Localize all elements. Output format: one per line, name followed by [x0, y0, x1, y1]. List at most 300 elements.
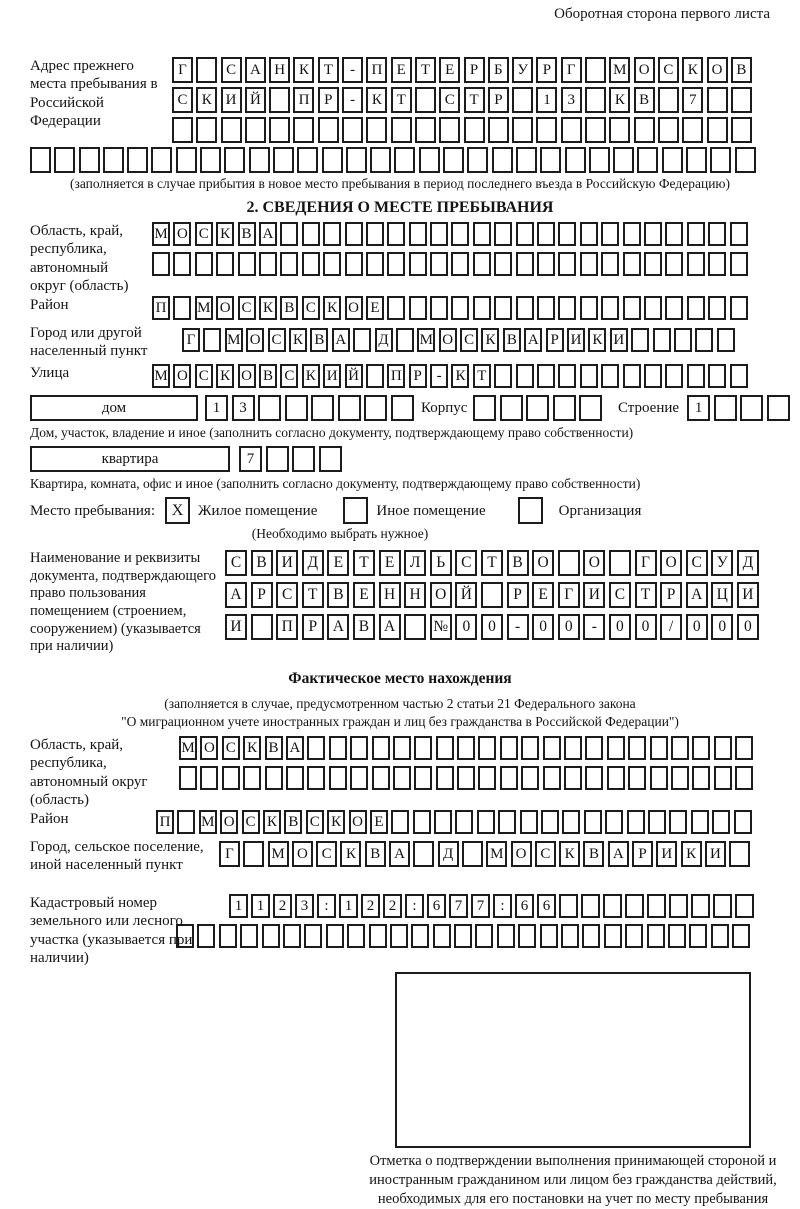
char-cell — [564, 736, 582, 760]
char-cell — [243, 841, 264, 867]
document-label: Наименование и реквизиты документа, подтверждающего право пользования помещением (строением, сооружением) (указывается при наличии) — [30, 550, 216, 655]
stamp-box — [395, 972, 751, 1148]
char-cell: Т — [302, 582, 324, 608]
char-cell: С — [302, 296, 320, 320]
char-cell — [346, 147, 367, 173]
char-cell — [475, 924, 493, 948]
char-cell: К — [216, 364, 234, 388]
char-cell: О — [246, 328, 264, 352]
char-cell — [668, 924, 686, 948]
char-cell — [692, 736, 710, 760]
char-cell: А — [259, 222, 277, 246]
char-cell — [478, 736, 496, 760]
char-cell: К — [681, 841, 702, 867]
char-cell — [674, 328, 692, 352]
char-cell: И — [737, 582, 759, 608]
char-cell: О — [238, 364, 256, 388]
char-cell — [735, 147, 756, 173]
char-cell — [245, 117, 266, 143]
char-cell: У — [711, 550, 733, 576]
char-cell — [451, 296, 469, 320]
stroenie-cells — [687, 395, 793, 421]
char-cell: Н — [379, 582, 401, 608]
char-cell: 0 — [686, 614, 708, 640]
char-cell: - — [342, 57, 363, 83]
char-cell: А — [608, 841, 629, 867]
char-cell: И — [221, 87, 242, 113]
char-cell: М — [199, 810, 217, 834]
char-cell: В — [280, 296, 298, 320]
char-cell — [558, 296, 576, 320]
char-cell — [579, 395, 602, 421]
char-cell: Т — [635, 582, 657, 608]
char-cell: 6 — [427, 894, 446, 918]
char-cell: И — [225, 614, 247, 640]
char-cell: В — [310, 328, 328, 352]
char-cell: 6 — [515, 894, 534, 918]
char-cell: А — [286, 736, 304, 760]
char-cell: В — [327, 582, 349, 608]
char-cell — [658, 117, 679, 143]
char-cell: Р — [632, 841, 653, 867]
char-cell: О — [173, 364, 191, 388]
char-cell: 0 — [737, 614, 759, 640]
char-cell — [79, 147, 100, 173]
char-cell — [650, 766, 668, 790]
char-cell — [457, 766, 475, 790]
char-cell — [434, 810, 452, 834]
char-cell — [394, 147, 415, 173]
char-cell — [604, 924, 622, 948]
char-cell: С — [455, 550, 477, 576]
char-cell — [585, 766, 603, 790]
char-cell: 7 — [239, 446, 262, 472]
char-cell — [347, 924, 365, 948]
oblast-row-2 — [152, 252, 770, 276]
char-cell: 0 — [558, 614, 580, 640]
char-cell — [473, 395, 496, 421]
char-cell — [585, 87, 606, 113]
char-cell: Т — [353, 550, 375, 576]
prev-address-row-4 — [30, 147, 770, 173]
char-cell — [285, 395, 308, 421]
char-cell — [584, 810, 602, 834]
char-cell: К — [259, 296, 277, 320]
char-cell — [558, 252, 576, 276]
char-cell: Н — [404, 582, 426, 608]
char-cell — [731, 87, 752, 113]
char-cell: М — [152, 364, 170, 388]
char-cell — [494, 222, 512, 246]
char-cell — [262, 924, 280, 948]
char-cell — [605, 810, 623, 834]
char-cell: Й — [345, 364, 363, 388]
char-cell — [172, 117, 193, 143]
char-cell: М — [417, 328, 435, 352]
char-cell: К — [340, 841, 361, 867]
char-cell: Г — [182, 328, 200, 352]
char-cell: Р — [464, 57, 485, 83]
char-cell — [251, 614, 273, 640]
char-cell — [708, 296, 726, 320]
char-cell — [500, 766, 518, 790]
ulitsa-label: Улица — [30, 365, 70, 381]
char-cell — [404, 614, 426, 640]
char-cell: О — [532, 550, 554, 576]
org-label: Организация — [558, 502, 642, 519]
char-cell — [176, 147, 197, 173]
char-cell — [627, 810, 645, 834]
char-cell: Ц — [711, 582, 733, 608]
char-cell: Е — [366, 296, 384, 320]
char-cell: С — [316, 841, 337, 867]
char-cell — [494, 252, 512, 276]
char-cell: О — [511, 841, 532, 867]
char-cell — [329, 736, 347, 760]
char-cell: К — [289, 328, 307, 352]
char-cell: Е — [379, 550, 401, 576]
char-cell — [177, 810, 195, 834]
char-cell: 0 — [481, 614, 503, 640]
raion-row — [152, 296, 770, 320]
char-cell — [607, 766, 625, 790]
char-cell: В — [634, 87, 655, 113]
char-cell — [671, 736, 689, 760]
char-cell — [473, 252, 491, 276]
mesto-label: Место пребывания: — [30, 502, 155, 519]
char-cell — [658, 87, 679, 113]
char-cell — [353, 328, 371, 352]
char-cell: О — [439, 328, 457, 352]
char-cell: - — [342, 87, 363, 113]
char-cell — [665, 252, 683, 276]
char-cell — [682, 117, 703, 143]
char-cell: К — [682, 57, 703, 83]
char-cell: 7 — [682, 87, 703, 113]
char-cell — [711, 924, 729, 948]
fact-gorod-row — [219, 838, 770, 867]
char-cell: С — [195, 364, 213, 388]
char-cell — [714, 736, 732, 760]
char-cell — [581, 894, 600, 918]
char-cell — [200, 766, 218, 790]
fact-title: Фактическое место нахождения — [288, 670, 512, 687]
fact-gorod-field — [30, 838, 770, 876]
char-cell: Т — [391, 87, 412, 113]
char-cell — [712, 810, 730, 834]
char-cell: В — [365, 841, 386, 867]
char-cell — [127, 147, 148, 173]
char-cell: М — [195, 296, 213, 320]
char-cell: И — [656, 841, 677, 867]
char-cell — [345, 222, 363, 246]
char-cell — [558, 364, 576, 388]
prev-address-row-1 — [172, 57, 770, 83]
char-cell — [628, 766, 646, 790]
char-cell — [516, 364, 534, 388]
char-cell — [686, 147, 707, 173]
kvartira-note: Квартира, комната, офис и иное (заполнить согласно документу, подтверждающему право собственности) — [30, 476, 641, 491]
char-cell — [735, 766, 753, 790]
char-cell — [323, 252, 341, 276]
char-cell — [565, 147, 586, 173]
char-cell — [558, 550, 580, 576]
char-cell — [387, 252, 405, 276]
fact-raion-row — [156, 810, 770, 834]
char-cell — [516, 147, 537, 173]
char-cell: К — [302, 364, 320, 388]
char-cell: К — [559, 841, 580, 867]
char-cell: Е — [391, 57, 412, 83]
raion-label: Район — [30, 297, 69, 313]
char-cell — [665, 296, 683, 320]
char-cell: О — [200, 736, 218, 760]
char-cell: А — [245, 57, 266, 83]
char-cell: 7 — [449, 894, 468, 918]
fact-raion-field — [30, 810, 770, 834]
char-cell — [307, 736, 325, 760]
char-cell: О — [292, 841, 313, 867]
char-cell — [433, 924, 451, 948]
char-cell: П — [156, 810, 174, 834]
char-cell — [326, 924, 344, 948]
char-cell — [609, 117, 630, 143]
char-cell — [669, 810, 687, 834]
char-cell — [409, 252, 427, 276]
char-cell — [238, 252, 256, 276]
char-cell: : — [317, 894, 336, 918]
char-cell: Р — [536, 57, 557, 83]
char-cell: Р — [488, 87, 509, 113]
char-cell — [366, 252, 384, 276]
fact-gorod-label: Город, сельское поселение, иной населенный пункт — [30, 839, 204, 874]
char-cell: - — [583, 614, 605, 640]
char-cell — [293, 117, 314, 143]
char-cell — [601, 252, 619, 276]
char-cell — [173, 296, 191, 320]
char-cell — [195, 252, 213, 276]
char-cell — [269, 117, 290, 143]
char-cell: - — [507, 614, 529, 640]
char-cell — [695, 328, 713, 352]
dom-cells — [205, 395, 417, 421]
char-cell: В — [251, 550, 273, 576]
char-cell — [730, 252, 748, 276]
char-cell — [735, 894, 754, 918]
char-cell — [623, 364, 641, 388]
char-cell: М — [268, 841, 289, 867]
kadastr-label: Кадастровый номер земельного или лесного участка (указывается при наличии) — [30, 895, 193, 966]
char-cell — [387, 296, 405, 320]
char-cell: С — [242, 810, 260, 834]
char-cell: Р — [409, 364, 427, 388]
char-cell: Г — [635, 550, 657, 576]
char-cell — [259, 252, 277, 276]
char-cell — [540, 147, 561, 173]
char-cell — [364, 395, 387, 421]
oblast-field — [30, 222, 770, 292]
char-cell — [350, 766, 368, 790]
char-cell: С — [238, 296, 256, 320]
char-cell: П — [152, 296, 170, 320]
char-cell: К — [481, 328, 499, 352]
char-cell: 2 — [383, 894, 402, 918]
fact-raion-label: Район — [30, 811, 69, 827]
char-cell — [481, 582, 503, 608]
char-cell — [580, 252, 598, 276]
char-cell — [478, 766, 496, 790]
char-cell: В — [731, 57, 752, 83]
char-cell: Т — [481, 550, 503, 576]
char-cell — [601, 296, 619, 320]
char-cell — [266, 446, 289, 472]
char-cell: С — [658, 57, 679, 83]
char-cell — [203, 328, 221, 352]
char-cell — [609, 550, 631, 576]
stroenie-label: Строение — [617, 400, 680, 416]
char-cell — [366, 364, 384, 388]
char-cell: В — [238, 222, 256, 246]
char-cell — [653, 328, 671, 352]
char-cell: Д — [737, 550, 759, 576]
kvartira-cells — [239, 446, 345, 472]
char-cell — [691, 810, 709, 834]
char-cell: 1 — [339, 894, 358, 918]
char-cell — [370, 147, 391, 173]
char-cell: Н — [269, 57, 290, 83]
prev-address-block — [30, 57, 770, 143]
char-cell — [537, 296, 555, 320]
char-cell — [366, 222, 384, 246]
char-cell — [436, 766, 454, 790]
char-cell — [249, 147, 270, 173]
char-cell — [30, 147, 51, 173]
char-cell — [671, 766, 689, 790]
char-cell — [537, 364, 555, 388]
char-cell: И — [610, 328, 628, 352]
char-cell: Д — [375, 328, 393, 352]
char-cell — [730, 364, 748, 388]
char-cell — [561, 924, 579, 948]
char-cell — [692, 766, 710, 790]
char-cell — [714, 395, 737, 421]
char-cell: П — [293, 87, 314, 113]
dom-note: Дом, участок, владение и иное (заполнить согласно документу, подтверждающему право собственности) — [30, 425, 634, 440]
char-cell — [224, 147, 245, 173]
char-cell: С — [172, 87, 193, 113]
char-cell: : — [405, 894, 424, 918]
char-cell — [430, 252, 448, 276]
document-row-1 — [225, 550, 770, 576]
char-cell — [414, 766, 432, 790]
char-cell: М — [225, 328, 243, 352]
char-cell: 7 — [471, 894, 490, 918]
char-cell — [345, 252, 363, 276]
char-cell — [280, 252, 298, 276]
char-cell — [443, 147, 464, 173]
korpus-label: Корпус — [421, 400, 468, 416]
char-cell — [537, 222, 555, 246]
char-cell — [543, 736, 561, 760]
char-cell — [419, 147, 440, 173]
char-cell — [500, 736, 518, 760]
char-cell — [582, 924, 600, 948]
char-cell — [409, 222, 427, 246]
char-cell — [687, 222, 705, 246]
char-cell: О — [634, 57, 655, 83]
kadastr-row-1 — [229, 894, 770, 918]
char-cell — [462, 841, 483, 867]
char-cell: Е — [353, 582, 375, 608]
char-cell — [730, 222, 748, 246]
fact-oblast-label: Область, край, республика, автономный округ (область) — [30, 737, 148, 808]
char-cell — [464, 117, 485, 143]
char-cell — [366, 117, 387, 143]
char-cell — [307, 766, 325, 790]
char-cell: Е — [439, 57, 460, 83]
char-cell — [623, 252, 641, 276]
char-cell: С — [439, 87, 460, 113]
char-cell — [342, 117, 363, 143]
char-cell: 6 — [537, 894, 556, 918]
char-cell — [323, 222, 341, 246]
char-cell — [687, 296, 705, 320]
char-cell: П — [276, 614, 298, 640]
char-cell — [669, 894, 688, 918]
char-cell: Г — [561, 57, 582, 83]
char-cell — [580, 364, 598, 388]
char-cell — [103, 147, 124, 173]
char-cell — [451, 222, 469, 246]
fact-note-2: "О миграционном учете иностранных граждан и лиц без гражданства в Российской Федерации") — [121, 714, 679, 729]
char-cell — [473, 222, 491, 246]
char-cell — [54, 147, 75, 173]
char-cell — [455, 810, 473, 834]
char-cell — [196, 117, 217, 143]
char-cell — [687, 252, 705, 276]
char-cell — [559, 894, 578, 918]
char-cell — [319, 446, 342, 472]
char-cell — [553, 395, 576, 421]
char-cell — [492, 147, 513, 173]
char-cell: 1 — [687, 395, 710, 421]
gorod-row — [182, 324, 770, 352]
char-cell — [500, 395, 523, 421]
char-cell: Р — [546, 328, 564, 352]
char-cell — [430, 222, 448, 246]
char-cell — [451, 252, 469, 276]
char-cell: - — [430, 364, 448, 388]
char-cell: 0 — [455, 614, 477, 640]
document-block — [30, 550, 770, 662]
char-cell — [520, 810, 538, 834]
fact-oblast-row-2 — [179, 766, 770, 790]
char-cell: В — [503, 328, 521, 352]
char-cell — [714, 766, 732, 790]
dom-row — [30, 395, 770, 421]
char-cell — [710, 147, 731, 173]
char-cell — [585, 57, 606, 83]
char-cell — [243, 766, 261, 790]
char-cell — [393, 736, 411, 760]
char-cell — [689, 924, 707, 948]
char-cell — [297, 147, 318, 173]
char-cell: К — [216, 222, 234, 246]
char-cell: 0 — [635, 614, 657, 640]
char-cell — [286, 766, 304, 790]
char-cell: С — [225, 550, 247, 576]
inoe-checkbox — [343, 497, 368, 524]
